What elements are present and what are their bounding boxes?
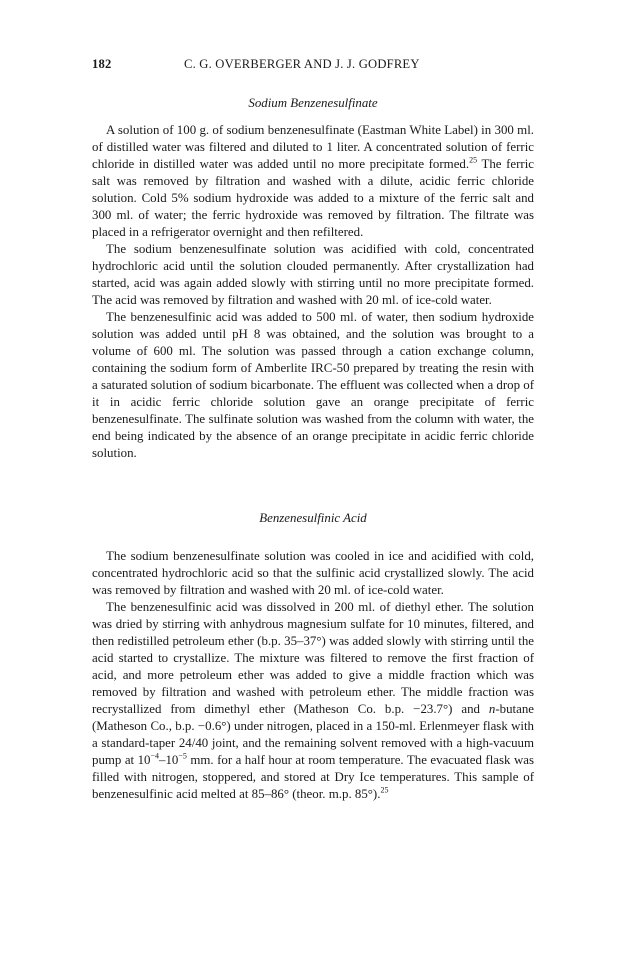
page-number: 182 — [92, 57, 112, 71]
superscript: 25 — [469, 155, 478, 165]
paragraph — [92, 309, 534, 462]
text-run: The sodium benzenesulfinate solution was acidified with cold, concentrated hydrochloric acid until the solution clouded permanently. After crystallization had started, acid was again added slowly with stirring until no more precipitate formed. The acid was removed by filtration and washed with 20 ml. of ice-cold water. — [92, 242, 534, 307]
text-run: The benzenesulfinic acid was added to 500 ml. of water, then sodium hydroxide solution was added until pH 8 was obtained, and the solution was brought to a volume of 600 ml. The solution was passed through a cation exchange column, containing the sodium form of Amberlite IRC-50 prepared by treating the resin with a saturated solution of sodium bicarbonate. The effluent was collected when a drop of it in acidic ferric chloride solution gave an orange precipitate of ferric benzenesulfinate. The sulfinate solution was washed from the column with water, the end being indicated by the absence of an orange precipitate in acidic ferric chloride solution. — [92, 310, 534, 460]
text-run: The ferric salt was removed by filtration and washed with a dilute, acidic ferric chloride solution. Cold 5% sodium hydroxide was added to a mixture of the ferric salt and 300 ml. of water; the ferric hydroxide was removed by filtration. The filtrate was placed in a refrigerator overnight and then refiltered. — [92, 157, 534, 239]
text-run: mm. for a half hour at room temperature. The evacuated flask was filled with nitrogen, stoppered, and stored at Dry Ice temperatures. This sample of benzenesulfinic acid melted at 85–86° (theor. m.p. 85°). — [92, 753, 534, 801]
page-header — [92, 57, 534, 75]
superscript: −4 — [150, 751, 160, 761]
superscript: −5 — [178, 751, 187, 761]
running-head: C. G. OVERBERGER AND J. J. GODFREY — [184, 57, 420, 71]
text-run: A solution of 100 g. of sodium benzenesulfinate (Eastman White Label) in 300 ml. of distilled water was filtered and diluted to 1 liter. A concentrated solution of ferric chloride in distilled water was added until no more precipitate formed. — [92, 123, 534, 171]
italic-text: n — [488, 702, 496, 716]
text-run: The benzenesulfinic acid was dissolved in 200 ml. of diethyl ether. The solution was dried by stirring with anhydrous magnesium sulfate for 10 minutes, filtered, and then redistilled petroleum ether (b.p. 35–37°) was added slowly with stirring until the acid started to crystallize. The mixture was filtered to remove the first fraction of acid, and more petroleum ether was added to give a middle fraction which was removed by filtration and washed with petroleum ether. The middle fraction was recrystallized from dimethyl ether (Matheson Co. b.p. −23.7°) and — [92, 600, 534, 716]
paragraph — [92, 548, 534, 599]
section-sodium-benzenesulfinate — [92, 95, 534, 462]
text-run: The sodium benzenesulfinate solution was cooled in ice and acidified with cold, concentrated hydrochloric acid so that the sulfinic acid crystallized slowly. The acid was removed by filtration and washed with 20 ml. of ice-cold water. — [92, 549, 534, 597]
section-heading: Sodium Benzenesulfinate — [248, 96, 378, 110]
paragraph — [92, 122, 534, 241]
section-heading: Benzenesulfinic Acid — [259, 511, 367, 525]
superscript: 25 — [380, 785, 389, 795]
text-run: -butane (Matheson Co., b.p. −0.6°) under nitrogen, placed in a 150-ml. Erlenmeyer flask with a standard-taper 24/40 joint, and the remaining solvent removed with a high-vacuum pump at 10 — [92, 702, 534, 767]
paragraph — [92, 599, 534, 803]
paragraph — [92, 241, 534, 309]
text-run: –10 — [159, 753, 179, 767]
section-benzenesulfinic-acid — [92, 510, 534, 803]
